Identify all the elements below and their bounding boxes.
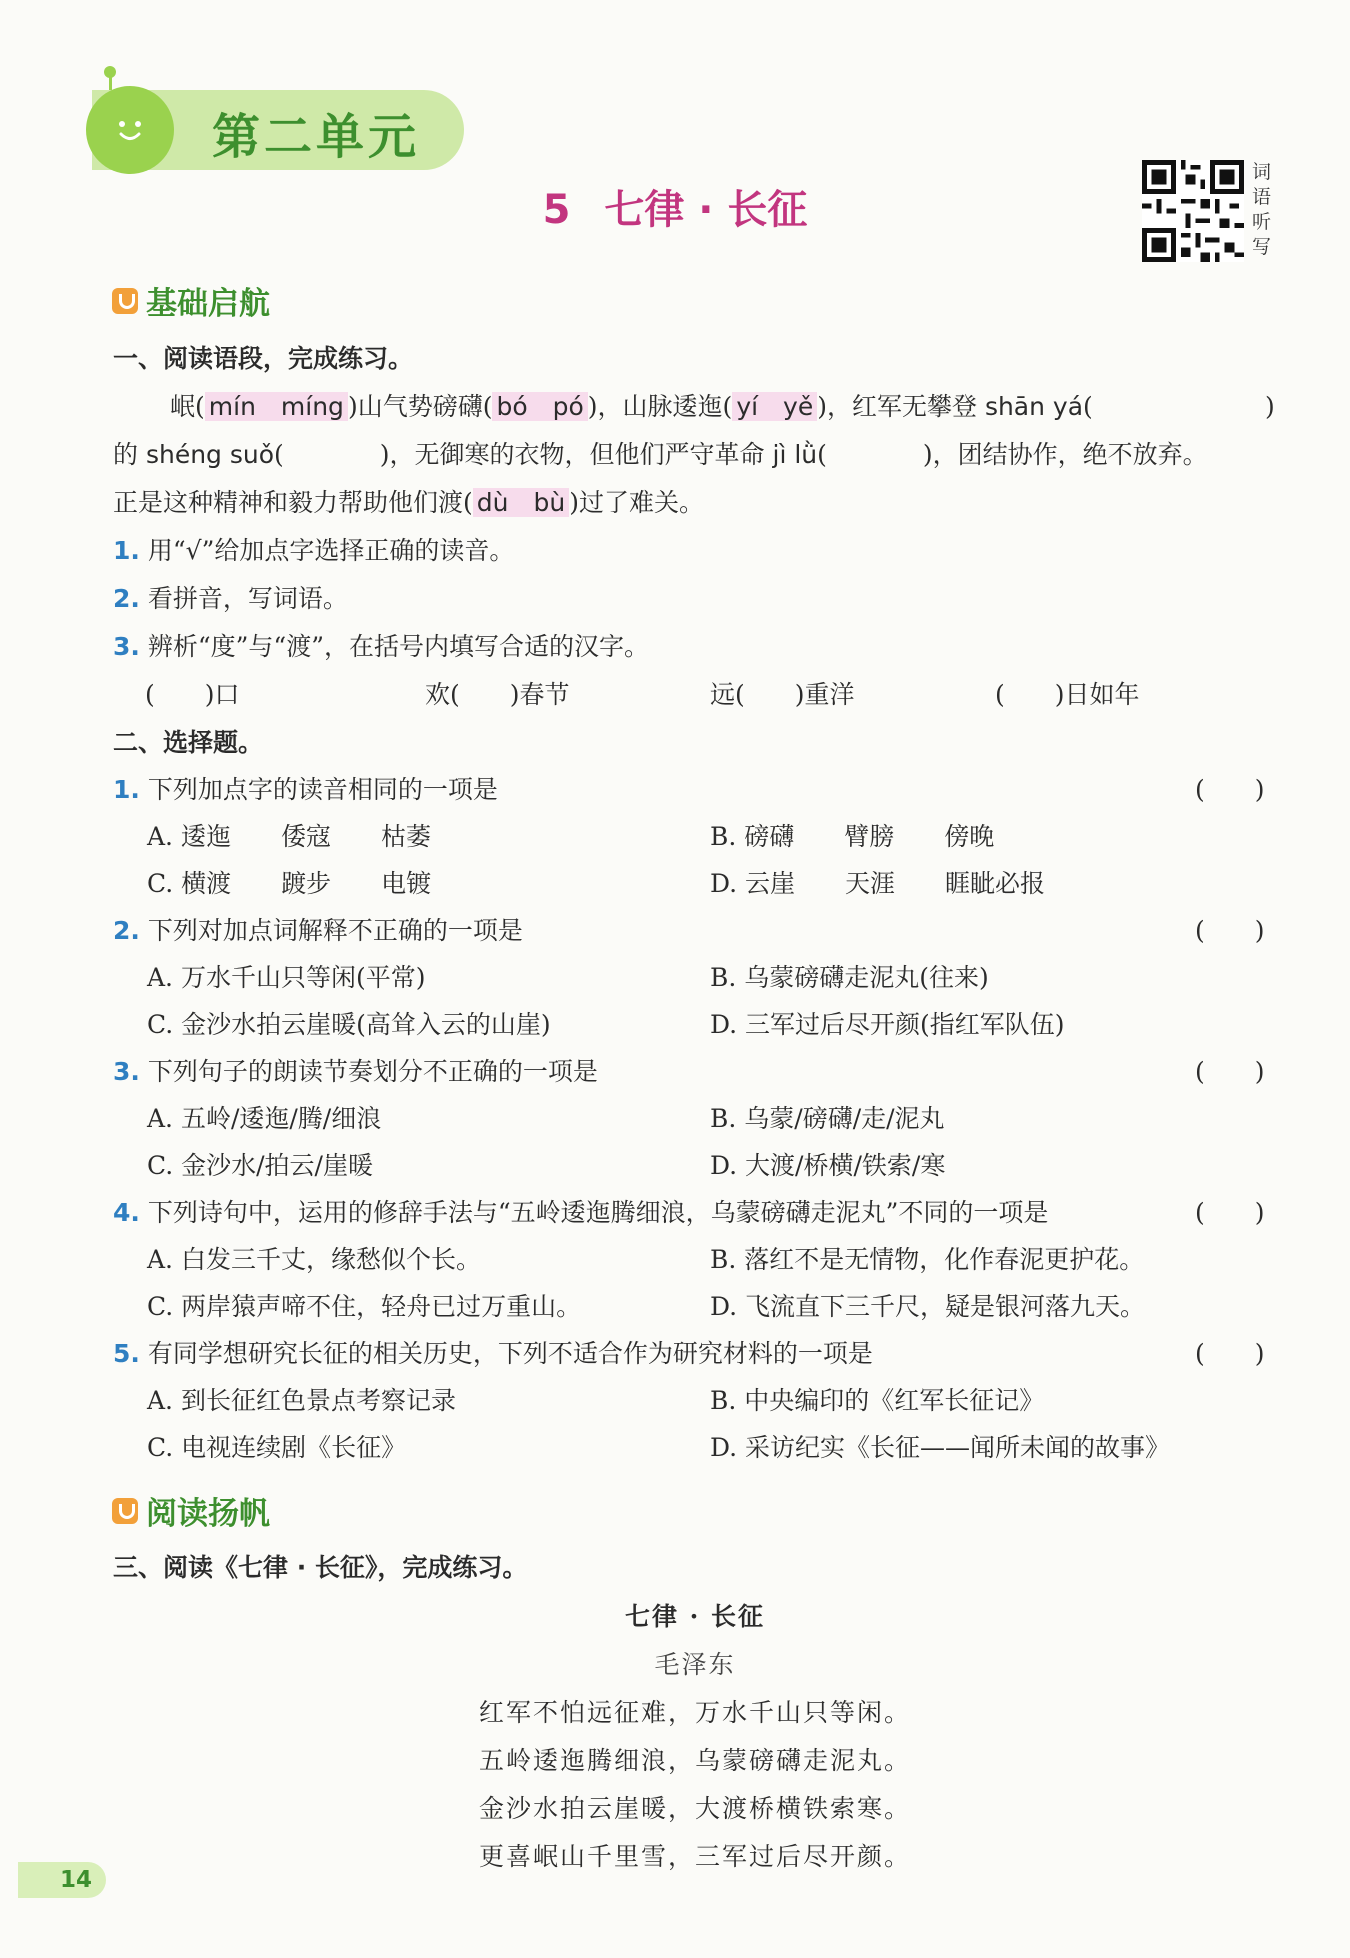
sub-question-1: 1. 用“√”给加点字选择正确的读音。: [113, 536, 515, 565]
question-2-title: 二、选择题。: [113, 728, 264, 757]
choice-question-1: 1. 下列加点字的读音相同的一项是: [113, 775, 498, 804]
question-1-title: 一、阅读语段，完成练习。: [113, 344, 414, 373]
passage-line-1: 岷( mín míng )山气势磅礴( bó pó )，山脉逶迤( yí yě )，红军无攀登 shān yá(: [170, 392, 1093, 421]
answer-blank-3[interactable]: ( ): [1195, 1057, 1265, 1086]
lesson-name: 七律 · 长征: [604, 187, 808, 233]
section-heading-reading: [112, 1488, 270, 1533]
option-3c[interactable]: C. 金沙水/拍云/崖暖: [147, 1151, 373, 1180]
option-3a[interactable]: A. 五岭/逶迤/腾/细浪: [147, 1104, 382, 1133]
qr-caption: 词语听写: [1252, 161, 1272, 258]
section-heading-text: 基础启航: [146, 286, 270, 322]
choice-question-3: 3. 下列句子的朗读节奏划分不正确的一项是: [113, 1057, 598, 1086]
option-1d[interactable]: D. 云崖 天涯 睚眦必报: [710, 869, 1046, 898]
passage-line-3: 正是这种精神和毅力帮助他们渡( dù bù )过了难关。: [113, 488, 704, 517]
poem-line-1: 红军不怕远征难，万水千山只等闲。: [478, 1698, 911, 1727]
poem-line-2: 五岭逶迤腾细浪，乌蒙磅礴走泥丸。: [478, 1746, 911, 1775]
poem-line-4: 更喜岷山千里雪，三军过后尽开颜。: [478, 1842, 911, 1871]
mascot-face-icon: [110, 110, 150, 150]
answer-blank-4[interactable]: ( ): [1195, 1198, 1265, 1227]
choice-question-4: 4. 下列诗句中，运用的修辞手法与“五岭逶迤腾细浪，乌蒙磅礴走泥丸”不同的一项是: [113, 1198, 1049, 1227]
option-2b[interactable]: B. 乌蒙磅礴走泥丸(往来): [710, 963, 989, 992]
option-1c[interactable]: C. 横渡 踱步 电镀: [147, 869, 432, 898]
qr-code-icon[interactable]: [1142, 160, 1244, 262]
option-2a[interactable]: A. 万水千山只等闲(平常): [147, 963, 426, 992]
option-5c[interactable]: C. 电视连续剧《长征》: [147, 1433, 407, 1462]
sub-question-3: 3. 辨析“度”与“渡”，在括号内填写合适的汉字。: [113, 632, 649, 661]
option-3b[interactable]: B. 乌蒙/磅礴/走/泥丸: [710, 1104, 945, 1133]
anchor-icon: [112, 288, 138, 314]
fill-blank-3[interactable]: 远( )重洋: [710, 680, 855, 709]
option-5d[interactable]: D. 采访纪实《长征——闻所未闻的故事》: [710, 1433, 1171, 1462]
option-2d[interactable]: D. 三军过后尽开颜(指红军队伍): [710, 1010, 1065, 1039]
unit-title: 第二单元: [212, 109, 421, 165]
poem-author: 毛泽东: [654, 1650, 736, 1679]
answer-blank-1[interactable]: ( ): [1195, 775, 1265, 804]
sub-question-2: 2. 看拼音，写词语。: [113, 584, 348, 613]
question-3-title: 三、阅读《七律 · 长征》，完成练习。: [113, 1553, 528, 1582]
mascot-antenna: [109, 76, 112, 90]
passage-line-2: 的 shéng suǒ( )，无御寒的衣物，但他们严守革命 jì lǜ( )，团结协作，绝不放弃。: [113, 440, 1208, 469]
option-3d[interactable]: D. 大渡/桥横/铁索/寒: [710, 1151, 946, 1180]
choice-question-2: 2. 下列对加点词解释不正确的一项是: [113, 916, 523, 945]
option-1b[interactable]: B. 磅礴 臂膀 傍晚: [710, 822, 995, 851]
mascot-antenna-tip: [104, 66, 116, 78]
poem-line-3: 金沙水拍云崖暖，大渡桥横铁索寒。: [478, 1794, 911, 1823]
lesson-number: 5: [542, 187, 571, 233]
option-2c[interactable]: C. 金沙水拍云崖暖(高耸入云的山崖): [147, 1010, 551, 1039]
option-4b[interactable]: B. 落红不是无情物，化作春泥更护花。: [710, 1245, 1145, 1274]
section-heading-text: 阅读扬帆: [146, 1496, 270, 1532]
passage-line-1-close: ): [1265, 392, 1275, 421]
poem-title: 七律 · 长征: [624, 1602, 766, 1631]
option-4c[interactable]: C. 两岸猿声啼不住，轻舟已过万重山。: [147, 1292, 582, 1321]
fill-blank-2[interactable]: 欢( )春节: [425, 680, 570, 709]
option-1a[interactable]: A. 逶迤 倭寇 枯萎: [147, 822, 431, 851]
answer-blank-5[interactable]: ( ): [1195, 1339, 1265, 1368]
choice-question-5: 5. 有同学想研究长征的相关历史，下列不适合作为研究材料的一项是: [113, 1339, 873, 1368]
option-4d[interactable]: D. 飞流直下三千尺，疑是银河落九天。: [710, 1292, 1146, 1321]
section-heading-basics: [112, 278, 270, 323]
option-5b[interactable]: B. 中央编印的《红军长征记》: [710, 1386, 1045, 1415]
answer-blank-2[interactable]: ( ): [1195, 916, 1265, 945]
page-number: 14: [18, 1862, 106, 1898]
sail-icon: [112, 1498, 138, 1524]
fill-blank-1[interactable]: ( )口: [145, 680, 240, 709]
option-4a[interactable]: A. 白发三千丈，缘愁似个长。: [147, 1245, 481, 1274]
option-5a[interactable]: A. 到长征红色景点考察记录: [147, 1386, 456, 1415]
fill-blank-4[interactable]: ( )日如年: [995, 680, 1140, 709]
